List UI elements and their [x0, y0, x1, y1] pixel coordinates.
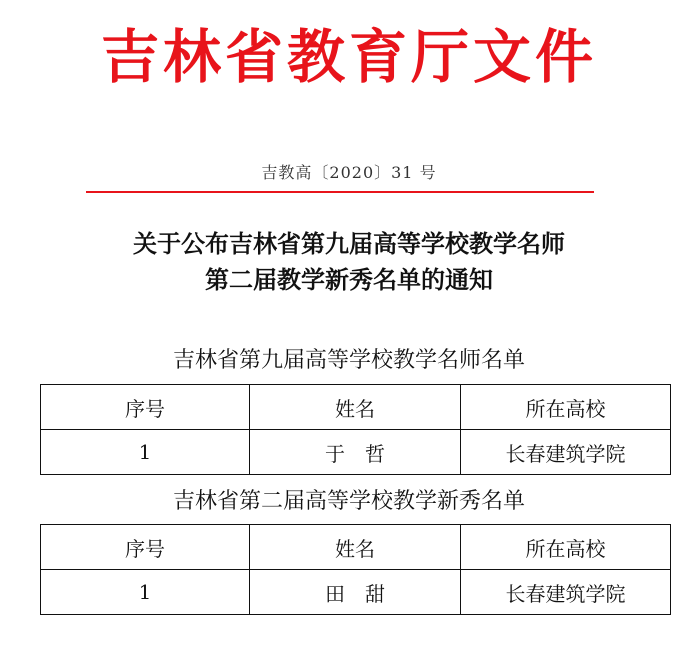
table-row [41, 570, 671, 615]
table-header-row [41, 385, 671, 430]
notice-title-line-1: 关于公布吉林省第九届高等学校教学名师 [133, 230, 565, 258]
notice-title [0, 226, 698, 298]
letterhead-title: 吉林省教育厅文件 [100, 23, 597, 91]
column-header-name: 姓名 [250, 525, 461, 570]
column-header-number: 序号 [41, 385, 250, 430]
cell-number: 1 [41, 430, 250, 475]
column-header-name: 姓名 [250, 385, 461, 430]
teaching-newcomers-table [40, 524, 671, 615]
column-header-university: 所在高校 [461, 385, 671, 430]
cell-university: 长春建筑学院 [461, 430, 671, 475]
column-header-university: 所在高校 [461, 525, 671, 570]
notice-title-line-2: 第二届教学新秀名单的通知 [205, 266, 493, 294]
cell-name: 田 甜 [250, 570, 461, 615]
list-heading-teaching-newcomers: 吉林省第二届高等学校教学新秀名单 [172, 489, 525, 514]
table-header-row [41, 525, 671, 570]
cell-name: 于 哲 [250, 430, 461, 475]
teaching-masters-table [40, 384, 671, 475]
red-divider [86, 191, 594, 193]
cell-number: 1 [41, 570, 250, 615]
column-header-number: 序号 [41, 525, 250, 570]
document-number: 吉教高〔2020〕31 号 [261, 163, 437, 182]
list-heading-teaching-masters: 吉林省第九届高等学校教学名师名单 [172, 348, 525, 373]
cell-university: 长春建筑学院 [461, 570, 671, 615]
table-row [41, 430, 671, 475]
